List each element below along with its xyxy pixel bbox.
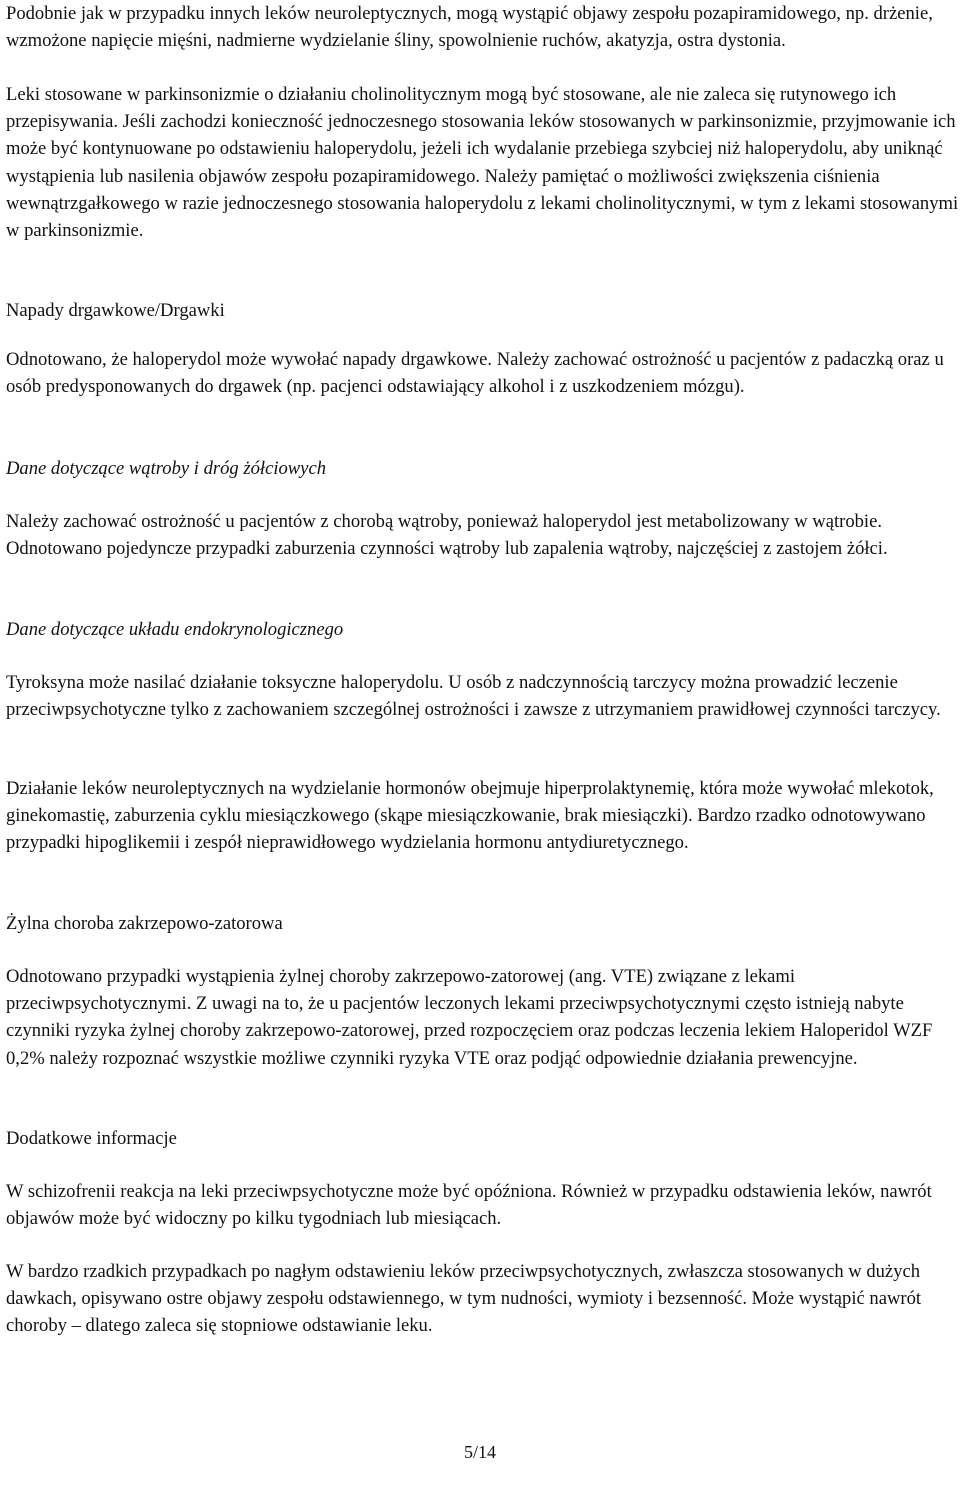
- paragraph-liver: Należy zachować ostrożność u pacjentów z chorobą wątroby, ponieważ haloperydol jest metabolizowany w wątrobie. Odnotowano pojedyncze przypadki zaburzenia czynności wątroby lub zapalenia wątroby, najczęściej z zastojem żółci.: [6, 511, 888, 560]
- heading-additional-info: Dodatkowe informacje: [6, 1128, 177, 1149]
- paragraph-hormones: Działanie leków neuroleptycznych na wydzielanie hormonów obejmuje hiperprolaktynemię, która może wywołać mlekotok, ginekomastię, zaburzenia cyklu miesiączkowego (skąpe miesiączkowanie, brak miesiączki). Bardzo rzadko odnotowywano przypadki hipoglikemii i zespół nieprawidłowego wydzielania hormonu antydiuretycznego.: [6, 778, 934, 854]
- paragraph-delayed-response: W schizofrenii reakcja na leki przeciwpsychotyczne może być opóźniona. Również w przypadku odstawienia leków, nawrót objawów może być widoczny po kilku tygodniach lub miesiącach.: [6, 1181, 932, 1230]
- heading-vte: Żylna choroba zakrzepowo-zatorowa: [6, 913, 283, 934]
- paragraph-vte: Odnotowano przypadki wystąpienia żylnej choroby zakrzepowo-zatorowej (ang. VTE) związane z lekami przeciwpsychotycznymi. Z uwagi na to, że u pacjentów leczonych lekami przeciwpsychotycznymi często istnieją nabyte czynniki ryzyka żylnej choroby zakrzepowo-zatorowej, przed rozpoczęciem oraz podczas leczenia lekiem Haloperidol WZF 0,2% należy rozpoznać wszystkie możliwe czynniki ryzyka VTE oraz podjąć odpowiednie działania prewencyjne.: [6, 966, 933, 1069]
- paragraph-thyroxine: Tyroksyna może nasilać działanie toksyczne haloperydolu. U osób z nadczynnością tarczycy można prowadzić leczenie przeciwpsychotyczne tylko z zachowaniem szczególnej ostrożności i zawsze z utrzymaniem prawidłowej czynności tarczycy.: [6, 672, 941, 721]
- page-number: 5/14: [463, 1442, 496, 1462]
- paragraph-seizures: Odnotowano, że haloperydol może wywołać napady drgawkowe. Należy zachować ostrożność u pacjentów z padaczką oraz u osób predysponowanych do drgawek (np. pacjenci odstawiający alkohol i z uszkodzeniem mózgu).: [6, 349, 944, 398]
- paragraph-withdrawal: W bardzo rzadkich przypadkach po nagłym odstawieniu leków przeciwpsychotycznych, zwłaszcza stosowanych w dużych dawkach, opisywano ostre objawy zespołu odstawiennego, w tym nudności, wymioty i bezsenność. Może wystąpić nawrót choroby – dlatego zaleca się stopniowe odstawianie leku.: [6, 1261, 922, 1337]
- heading-liver: Dane dotyczące wątroby i dróg żółciowych: [6, 458, 326, 479]
- paragraph-extrapyramidal: Podobnie jak w przypadku innych leków neuroleptycznych, mogą wystąpić objawy zespołu pozapiramidowego, np. drżenie, wzmożone napięcie mięśni, nadmierne wydzielanie śliny, spowolnienie ruchów, akatyzja, ostra dystonia.: [6, 3, 933, 52]
- paragraph-anticholinergic: Leki stosowane w parkinsonizmie o działaniu cholinolitycznym mogą być stosowane, ale nie zaleca się rutynowego ich przepisywania. Jeśli zachodzi konieczność jednoczesnego stosowania leków stosowanych w parkinsonizmie, przyjmowanie ich może być kontynuowane po odstawieniu haloperydolu, jeżeli ich wydalanie przebiega szybciej niż haloperydolu, aby uniknąć wystąpienia lub nasilenia objawów zespołu pozapiramidowego. Należy pamiętać o możliwości zwiększenia ciśnienia wewnątrzgałkowego w razie jednoczesnego stosowania haloperydolu z lekami cholinolitycznymi, w tym z lekami stosowanymi w parkinsonizmie.: [6, 84, 959, 242]
- heading-seizures: Napady drgawkowe/Drgawki: [6, 300, 225, 321]
- heading-endocrine: Dane dotyczące układu endokrynologicznego: [6, 619, 344, 640]
